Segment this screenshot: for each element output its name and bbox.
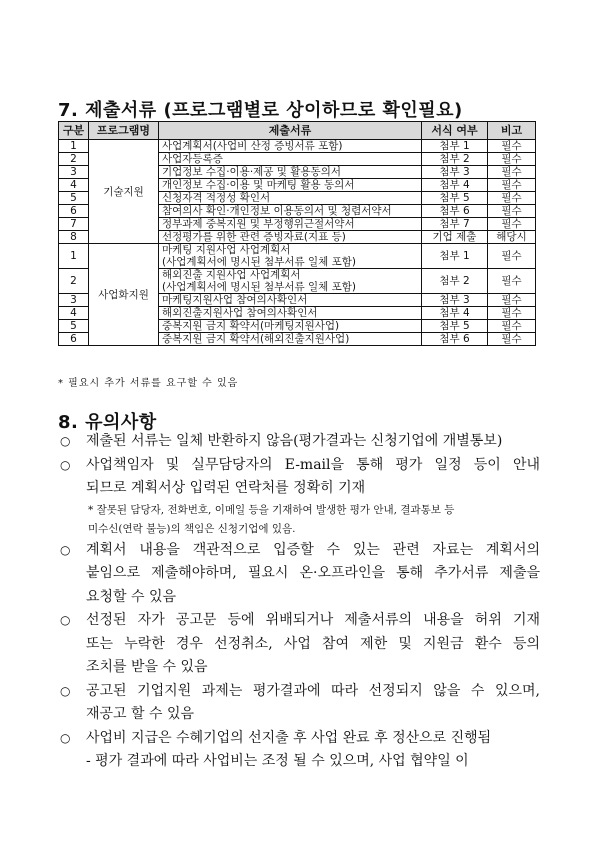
row-number: 3	[59, 294, 89, 307]
notice-line: 선정된 자가 공고문 등에 위배되거나 제출서류의 내용을 허위 기재	[86, 612, 540, 628]
note-status: 필수	[488, 205, 536, 218]
section-7-title: 7. 제출서류 (프로그램별로 상이하므로 확인필요)	[58, 100, 463, 121]
form-status: 기업 제출	[422, 231, 488, 244]
note-status: 필수	[488, 192, 536, 205]
note-status: 해당시	[488, 231, 536, 244]
document-name	[159, 244, 422, 269]
note-status: 필수	[488, 269, 536, 294]
program-name: 기술지원	[89, 140, 159, 244]
form-status: 첨부 4	[422, 179, 488, 192]
row-number: 2	[59, 153, 89, 166]
note-status: 필수	[488, 166, 536, 179]
note-status: 필수	[488, 153, 536, 166]
notice-item	[58, 539, 540, 610]
note-status: 필수	[488, 320, 536, 333]
header-program: 프로그램명	[89, 122, 159, 140]
notice-line: 사업비 지급은 수혜기업의 선지출 후 사업 완료 후 정산으로 진행됨	[86, 729, 492, 746]
document-line: (사업계획서에 명시된 첨부서류 일체 포함)	[162, 256, 356, 268]
notice-line: 조치를 받을 수 있음	[86, 659, 208, 675]
subnote-line: 미수신(연락 불능)의 책임은 신청기업에 있음.	[88, 522, 296, 535]
document-name: 개인정보 수집·이용 및 마케팅 활용 동의서	[159, 179, 422, 192]
notice-line: 되므로 계획서상 입력된 연락처를 정확히 기재	[86, 480, 366, 496]
notice-line: 또는 누락한 경우 선정취소, 사업 참여 제한 및 지원금 환수 등의	[86, 635, 540, 652]
table-footnote: * 필요시 추가 서류를 요구할 수 있음	[58, 378, 239, 389]
form-status: 첨부 1	[422, 140, 488, 153]
note-status: 필수	[488, 294, 536, 307]
notice-item	[58, 727, 540, 751]
document-name: 참여의사 확인·개인정보 이용동의서 및 청렴서약서	[159, 205, 422, 218]
table-body	[59, 140, 536, 346]
note-status: 필수	[488, 307, 536, 320]
form-status: 첨부 7	[422, 218, 488, 231]
program-name: 사업화지원	[89, 244, 159, 346]
header-document: 제출서류	[159, 122, 422, 140]
table-row	[59, 140, 536, 153]
notice-item	[58, 680, 540, 727]
table-header-row	[59, 122, 536, 140]
form-status: 첨부 3	[422, 166, 488, 179]
header-form: 서식 여부	[422, 122, 488, 140]
notice-line: 요청할 수 있음	[86, 588, 177, 605]
document-name: 선정평가를 위한 관련 증빙자료(지표 등)	[159, 231, 422, 244]
form-status: 첨부 4	[422, 307, 488, 320]
notice-dash-line: - 평가 결과에 따라 사업비는 조정 될 수 있으며, 사업 협약일 이	[86, 753, 469, 769]
form-status: 첨부 1	[422, 244, 488, 269]
document-name: 중복지원 금지 확약서(마케팅지원사업)	[159, 320, 422, 333]
row-number: 6	[59, 333, 89, 346]
subnote-line: * 잘못된 담당자, 전화번호, 이메일 등을 기재하여 발생한 평가 안내, 결과통보 등	[88, 503, 455, 516]
document-name: 해외진출지원사업 참여의사확인서	[159, 307, 422, 320]
bullet-circle-icon: ○	[60, 434, 71, 448]
document-name: 중복지원 금지 확약서(해외진출지원사업)	[159, 333, 422, 346]
bullet-circle-icon: ○	[60, 683, 71, 698]
header-note: 비고	[488, 122, 536, 140]
notice-line: 공고된 기업지원 과제는 평가결과에 따라 선정되지 않을 수 있으며,	[86, 682, 540, 699]
notice-item	[58, 454, 540, 501]
note-status: 필수	[488, 333, 536, 346]
note-status: 필수	[488, 218, 536, 231]
header-category: 구분	[59, 122, 89, 140]
notice-line: 붙임으로 제출해야하며, 필요시 온·오프라인을 통해 추가서류 제출을	[86, 565, 540, 581]
row-number: 2	[59, 269, 89, 294]
document-name: 기업정보 수집·이용·제공 및 활용동의서	[159, 166, 422, 179]
submission-documents-table	[58, 121, 536, 346]
notice-line: 재공고 할 수 있음	[86, 706, 195, 722]
note-status: 필수	[488, 140, 536, 153]
document-name: 사업계획서(사업비 산정 증빙서류 포함)	[159, 140, 422, 153]
row-number: 8	[59, 231, 89, 244]
document-name: 사업자등록증	[159, 153, 422, 166]
notice-line: 계획서 내용을 객관적으로 입증할 수 있는 관련 자료는 계획서의	[86, 541, 540, 558]
table-row	[59, 244, 536, 269]
form-status: 첨부 2	[422, 153, 488, 166]
row-number: 7	[59, 218, 89, 231]
row-number: 5	[59, 192, 89, 205]
row-number: 1	[59, 244, 89, 269]
document-name: 정부과제 중복지원 및 부정행위근절서약서	[159, 218, 422, 231]
form-status: 첨부 5	[422, 320, 488, 333]
document-line: (사업계획서에 명시된 첨부서류 일체 포함)	[162, 281, 356, 293]
document-name	[159, 269, 422, 294]
bullet-circle-icon: ○	[60, 542, 71, 557]
note-status: 필수	[488, 244, 536, 269]
row-number: 6	[59, 205, 89, 218]
form-status: 첨부 6	[422, 333, 488, 346]
section-8-title: 8. 유의사항	[58, 412, 157, 433]
notice-line: 제출된 서류는 일체 반환하지 않음(평가결과는 신청기업에 개별통보)	[86, 433, 503, 449]
row-number: 3	[59, 166, 89, 179]
form-status: 첨부 3	[422, 294, 488, 307]
bullet-circle-icon: ○	[60, 613, 71, 627]
notice-item	[58, 609, 540, 680]
bullet-circle-icon: ○	[60, 457, 71, 472]
form-status: 첨부 6	[422, 205, 488, 218]
row-number: 4	[59, 179, 89, 192]
notice-item	[58, 430, 540, 454]
row-number: 5	[59, 320, 89, 333]
notice-line: 사업책임자 및 실무담당자의 E-mail을 통해 평가 일정 등이 안내	[86, 456, 540, 473]
row-number: 4	[59, 307, 89, 320]
row-number: 1	[59, 140, 89, 153]
note-status: 필수	[488, 179, 536, 192]
notice-list	[58, 430, 540, 774]
document-line: 마케팅 지원사업 사업계획서	[162, 244, 291, 256]
notice-subnote	[68, 501, 540, 539]
bullet-circle-icon: ○	[60, 730, 71, 745]
document-name: 신청자격 적정성 확인서	[159, 192, 422, 205]
document-name: 마케팅지원사업 참여의사확인서	[159, 294, 422, 307]
form-status: 첨부 5	[422, 192, 488, 205]
form-status: 첨부 2	[422, 269, 488, 294]
document-line: 해외진출 지원사업 사업계획서	[162, 269, 301, 281]
